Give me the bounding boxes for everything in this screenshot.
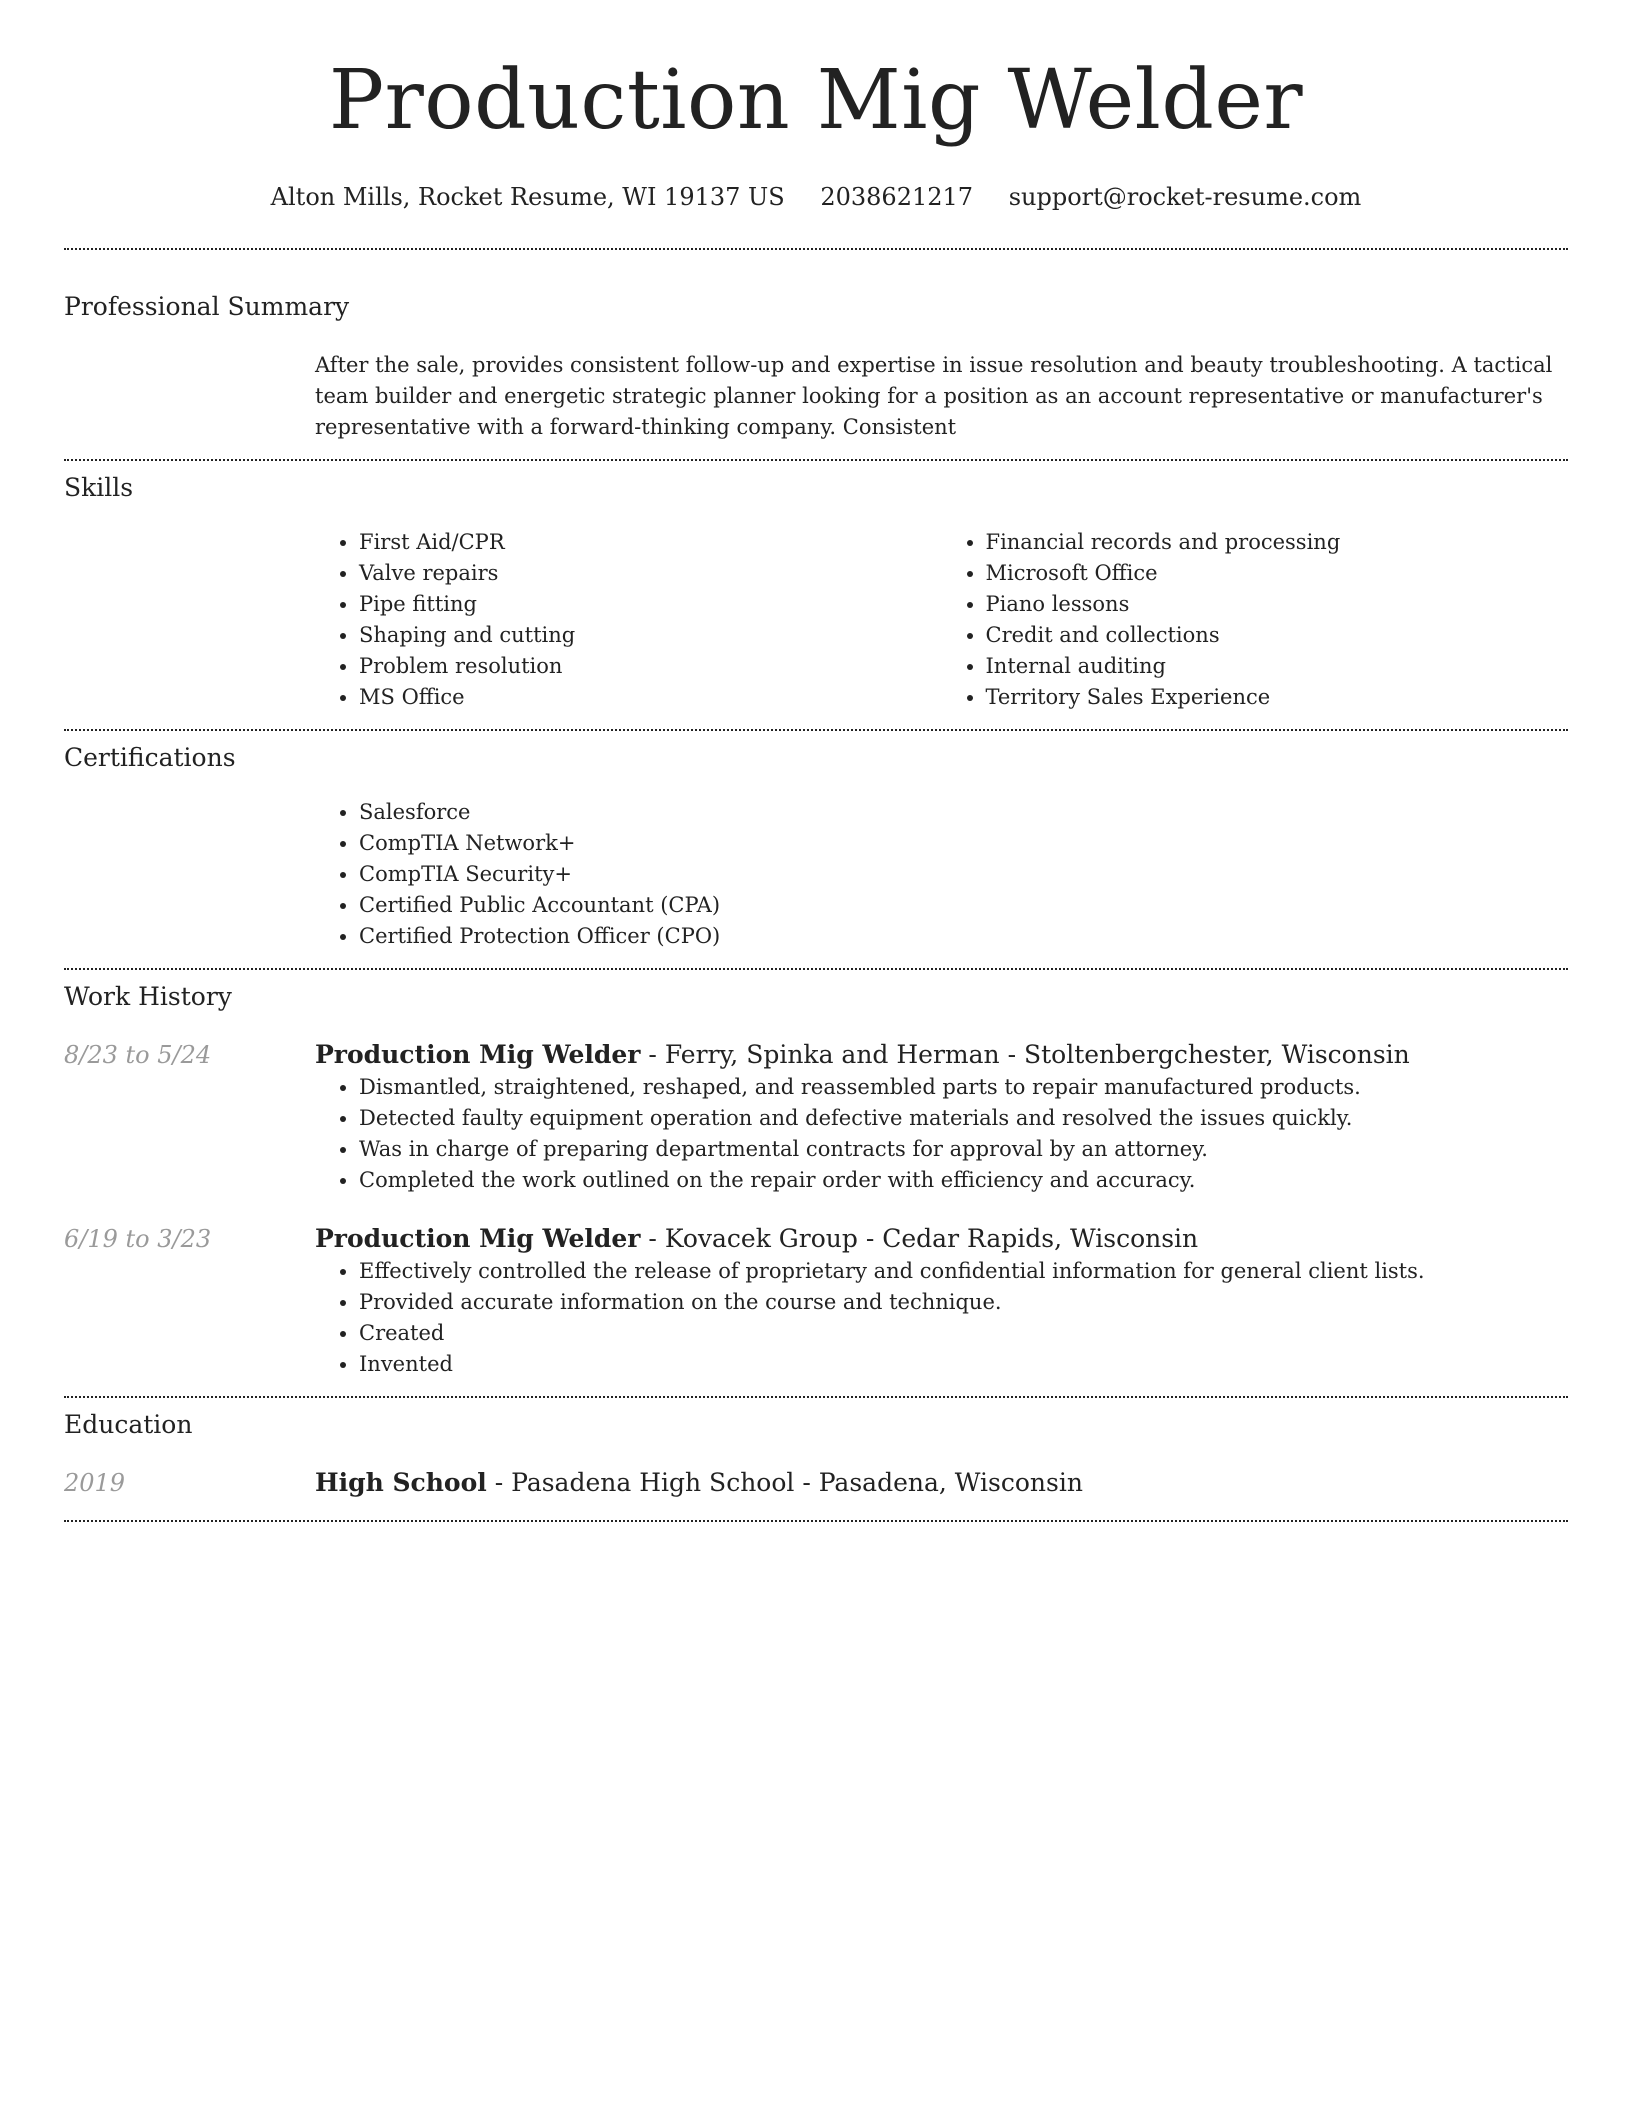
contact-address: Alton Mills, Rocket Resume, WI 19137 US xyxy=(270,183,785,211)
job-bullet: • Detected faulty equipment operation and defective materials and resolved the issues quickly. xyxy=(359,1103,1568,1134)
education-location: Pasadena, Wisconsin xyxy=(818,1468,1083,1497)
job-bullet: • Created xyxy=(359,1318,1568,1349)
education-degree: High School xyxy=(315,1468,487,1497)
summary-left-spacer xyxy=(64,350,315,443)
job-bullet: • Dismantled, straightened, reshaped, and reassembled parts to repair manufactured products. xyxy=(359,1072,1568,1103)
certification-item: • CompTIA Network+ xyxy=(359,828,1568,859)
divider xyxy=(64,1396,1568,1398)
skill-item: • Valve repairs xyxy=(359,558,942,589)
skills-left-spacer xyxy=(64,527,315,713)
divider xyxy=(64,459,1568,461)
section-title-skills: Skills xyxy=(64,473,134,502)
job-role: Production Mig Welder xyxy=(315,1224,641,1253)
skill-item: • MS Office xyxy=(359,682,942,713)
skills-list-left xyxy=(315,527,942,713)
job-bullet: • Effectively controlled the release of proprietary and confidential information for general client lists. xyxy=(359,1256,1568,1287)
separator: - xyxy=(794,1468,819,1497)
skill-item: • Problem resolution xyxy=(359,651,942,682)
contact-email[interactable]: support@rocket-resume.com xyxy=(1008,183,1362,211)
skills-list-right xyxy=(942,527,1569,713)
contact-phone: 2038621217 xyxy=(820,183,974,211)
section-title-work-history: Work History xyxy=(64,982,232,1011)
certification-item: • CompTIA Security+ xyxy=(359,859,1568,890)
job-dates: 6/19 to 3/23 xyxy=(64,1225,212,1253)
separator: - xyxy=(486,1468,512,1497)
skill-item: • Shaping and cutting xyxy=(359,620,942,651)
skill-item: • Financial records and processing xyxy=(986,527,1569,558)
resume-name: Production Mig Welder xyxy=(328,53,1304,148)
job-entry xyxy=(64,1038,1568,1196)
job-bullets xyxy=(315,1072,1568,1196)
job-bullet: • Invented xyxy=(359,1349,1568,1380)
skills-row xyxy=(64,527,1568,713)
divider xyxy=(64,1520,1568,1522)
certifications-row xyxy=(64,797,1568,952)
divider xyxy=(64,968,1568,970)
skill-item: • Territory Sales Experience xyxy=(986,682,1569,713)
education-entry xyxy=(64,1466,1568,1500)
summary-row xyxy=(64,350,1568,443)
job-heading xyxy=(315,1038,1568,1072)
section-title-summary: Professional Summary xyxy=(64,292,350,321)
section-title-education: Education xyxy=(64,1410,193,1439)
contact-line xyxy=(64,180,1568,214)
skill-item: • First Aid/CPR xyxy=(359,527,942,558)
education-school: Pasadena High School xyxy=(511,1468,795,1497)
skill-item: • Piano lessons xyxy=(986,589,1569,620)
separator: - xyxy=(640,1224,665,1253)
certification-item: • Certified Protection Officer (CPO) xyxy=(359,921,1568,952)
separator: - xyxy=(857,1224,883,1253)
divider xyxy=(64,248,1568,250)
job-bullet: • Provided accurate information on the course and technique. xyxy=(359,1287,1568,1318)
skill-item: • Internal auditing xyxy=(986,651,1569,682)
job-location: Cedar Rapids, Wisconsin xyxy=(882,1224,1199,1253)
job-heading xyxy=(315,1222,1568,1256)
education-heading xyxy=(315,1466,1568,1500)
skill-item: • Credit and collections xyxy=(986,620,1569,651)
job-company: Ferry, Spinka and Herman xyxy=(664,1040,1000,1069)
summary-text: After the sale, provides consistent follow-up and expertise in issue resolution and beauty troubleshooting. A tactical team builder and energetic strategic planner looking for a position as an account representative or manufacturer's representative with a forward-thinking company. Consistent xyxy=(315,353,1553,439)
job-bullet: • Completed the work outlined on the repair order with efficiency and accuracy. xyxy=(359,1165,1568,1196)
job-role: Production Mig Welder xyxy=(315,1040,641,1069)
skill-item: • Pipe fitting xyxy=(359,589,942,620)
certifications-list xyxy=(315,797,1568,952)
education-year: 2019 xyxy=(64,1469,126,1497)
divider xyxy=(64,729,1568,731)
skill-item: • Microsoft Office xyxy=(986,558,1569,589)
certification-item: • Salesforce xyxy=(359,797,1568,828)
job-company: Kovacek Group xyxy=(664,1224,858,1253)
certification-item: • Certified Public Accountant (CPA) xyxy=(359,890,1568,921)
job-dates: 8/23 to 5/24 xyxy=(64,1041,212,1069)
separator: - xyxy=(640,1040,665,1069)
job-bullets xyxy=(315,1256,1568,1380)
section-title-certifications: Certifications xyxy=(64,743,236,772)
separator: - xyxy=(999,1040,1024,1069)
job-location: Stoltenbergchester, Wisconsin xyxy=(1024,1040,1410,1069)
job-entry xyxy=(64,1222,1568,1380)
certifications-left-spacer xyxy=(64,797,315,952)
job-bullet: • Was in charge of preparing departmental contracts for approval by an attorney. xyxy=(359,1134,1568,1165)
